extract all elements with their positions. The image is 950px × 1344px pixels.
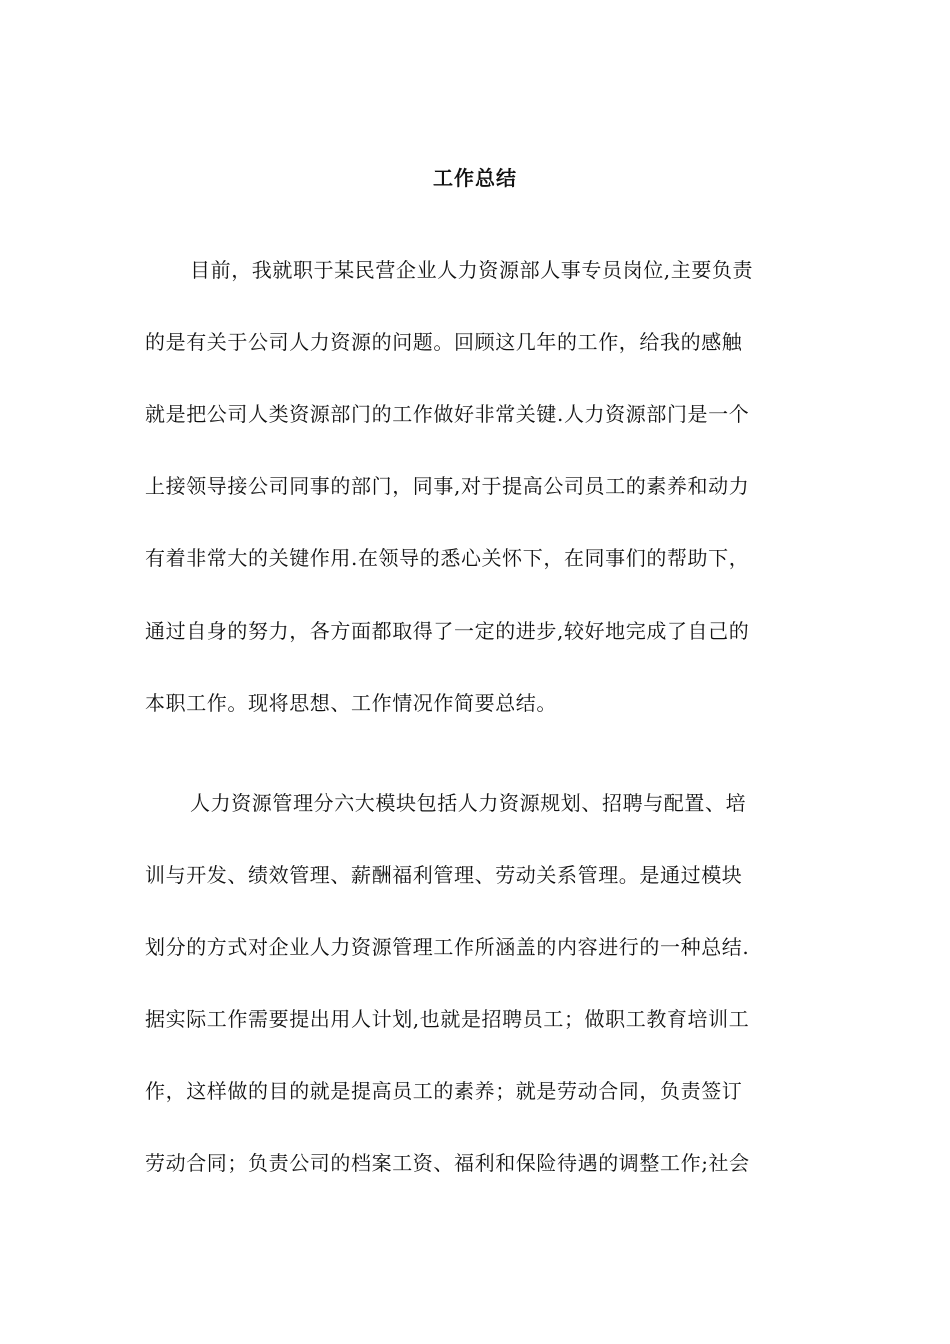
paragraph-line: 训与开发、绩效管理、薪酬福利管理、劳动关系管理。是通过模块 bbox=[145, 863, 743, 887]
paragraph-line: 劳动合同；负责公司的档案工资、福利和保险待遇的调整工作;社会 bbox=[145, 1151, 750, 1175]
paragraph-line: 的是有关于公司人力资源的问题。回顾这几年的工作，给我的感触 bbox=[145, 330, 743, 354]
paragraph-line: 有着非常大的关键作用.在领导的悉心关怀下，在同事们的帮助下， bbox=[145, 546, 750, 570]
paragraph-line: 目前，我就职于某民营企业人力资源部人事专员岗位,主要负责 bbox=[190, 258, 754, 282]
paragraph-line: 通过自身的努力，各方面都取得了一定的进步,较好地完成了自己的 bbox=[145, 619, 750, 643]
paragraph-line: 上接领导接公司同事的部门，同事,对于提高公司员工的素养和动力 bbox=[145, 474, 750, 498]
paragraph-line: 人力资源管理分六大模块包括人力资源规划、招聘与配置、培 bbox=[190, 791, 747, 815]
paragraph-line: 据实际工作需要提出用人计划,也就是招聘员工；做职工教育培训工 bbox=[145, 1007, 750, 1031]
paragraph-line: 作，这样做的目的就是提高员工的素养；就是劳动合同，负责签订 bbox=[145, 1079, 743, 1103]
document-title: 工作总结 bbox=[433, 166, 517, 190]
paragraph-line: 本职工作。现将思想、工作情况作简要总结。 bbox=[145, 691, 557, 715]
paragraph-line: 划分的方式对企业人力资源管理工作所涵盖的内容进行的一种总结. bbox=[145, 935, 750, 959]
paragraph-line: 就是把公司人类资源部门的工作做好非常关键.人力资源部门是一个 bbox=[145, 402, 750, 426]
